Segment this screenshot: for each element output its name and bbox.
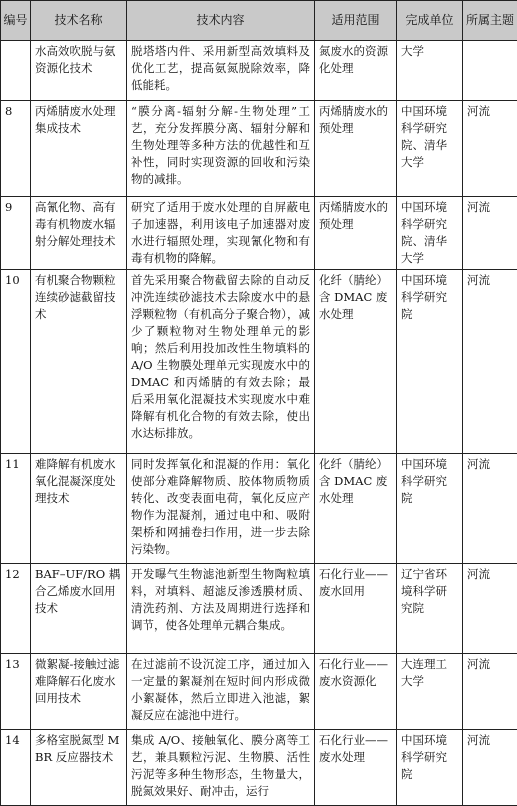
cell-topic: 河流 bbox=[463, 197, 517, 270]
cell-name: 高氰化物、高有毒有机物废水辐射分解处理技术 bbox=[31, 197, 127, 270]
cell-scope: 丙烯腈废水的预处理 bbox=[315, 101, 397, 197]
cell-topic bbox=[463, 41, 517, 101]
cell-unit: 大连理工大学 bbox=[397, 654, 463, 730]
cell-content: 开发曝气生物滤池新型生物陶粒填料，对填料、超滤反渗透膜材质、清洗药剂、方法及周期进行选择和调节，使各处理单元耦合集成。 bbox=[127, 564, 315, 654]
cell-unit: 中国环境科学研究院 bbox=[397, 270, 463, 454]
table-row bbox=[1, 454, 517, 564]
cell-scope: 石化行业——废水处理 bbox=[315, 730, 397, 806]
cell-name: 丙烯腈废水处理集成技术 bbox=[31, 101, 127, 197]
cell-name: 难降解有机废水氧化混凝深度处理技术 bbox=[31, 454, 127, 564]
cell-scope: 化纤（腈纶）含 DMAC 废水处理 bbox=[315, 454, 397, 564]
cell-num: 8 bbox=[1, 101, 31, 197]
cell-num: 14 bbox=[1, 730, 31, 806]
cell-num: 13 bbox=[1, 654, 31, 730]
cell-topic: 河流 bbox=[463, 564, 517, 654]
cell-content: “膜分离-辐射分解-生物处理”工艺，充分发挥膜分离、辐射分解和生物处理等多种方法的优越性和互补性，同时实现资源的回收和污染物的减排。 bbox=[127, 101, 315, 197]
cell-name: 有机聚合物颗粒连续砂滤截留技术 bbox=[31, 270, 127, 454]
cell-unit: 中国环境科学研究院 bbox=[397, 730, 463, 806]
cell-name: 微絮凝-接触过滤难降解石化废水回用技术 bbox=[31, 654, 127, 730]
cell-name: 水高效吹脱与氨资源化技术 bbox=[31, 41, 127, 101]
cell-content: 研究了适用于废水处理的自屏蔽电子加速器，利用该电子加速器对废水进行辐照处理，实现氰化物和有毒有机物的降解。 bbox=[127, 197, 315, 270]
cell-topic: 河流 bbox=[463, 454, 517, 564]
table-row bbox=[1, 654, 517, 730]
cell-scope: 化纤（腈纶）含 DMAC 废水处理 bbox=[315, 270, 397, 454]
header-name: 技术名称 bbox=[31, 1, 127, 41]
cell-num: 9 bbox=[1, 197, 31, 270]
table-row bbox=[1, 564, 517, 654]
cell-unit: 中国环境科学研究院、清华大学 bbox=[397, 197, 463, 270]
header-row bbox=[1, 1, 517, 41]
cell-scope: 石化行业——废水回用 bbox=[315, 564, 397, 654]
cell-unit: 辽宁省环境科学研究院 bbox=[397, 564, 463, 654]
cell-num: 12 bbox=[1, 564, 31, 654]
cell-name: 多格室脱氮型 MBR 反应器技术 bbox=[31, 730, 127, 806]
cell-content: 同时发挥氧化和混凝的作用：氧化使部分难降解物质、胶体物质物质转化、改变表面电荷，氧化反应产物作为混凝剂，通过电中和、吸附架桥和网捕卷扫作用，进一步去除污染物。 bbox=[127, 454, 315, 564]
cell-num: 10 bbox=[1, 270, 31, 454]
cell-scope: 氮废水的资源化处理 bbox=[315, 41, 397, 101]
cell-content: 脱塔塔内件、采用新型高效填料及优化工艺，提高氨氮脱除效率，降低能耗。 bbox=[127, 41, 315, 101]
table-row bbox=[1, 41, 517, 101]
header-num: 编号 bbox=[1, 1, 31, 41]
cell-num: 11 bbox=[1, 454, 31, 564]
header-scope: 适用范围 bbox=[315, 1, 397, 41]
cell-unit: 中国环境科学研究院、清华大学 bbox=[397, 101, 463, 197]
table-row bbox=[1, 101, 517, 197]
header-topic: 所属主题 bbox=[463, 1, 517, 41]
cell-num bbox=[1, 41, 31, 101]
cell-scope: 丙烯腈废水的预处理 bbox=[315, 197, 397, 270]
table-row bbox=[1, 270, 517, 454]
cell-topic: 河流 bbox=[463, 730, 517, 806]
cell-unit: 大学 bbox=[397, 41, 463, 101]
cell-unit: 中国环境科学研究院 bbox=[397, 454, 463, 564]
cell-content: 在过滤前不设沉淀工序，通过加入一定量的絮凝剂在短时间内形成微小絮凝体，然后立即进入池滤，絮凝反应在滤池中进行。 bbox=[127, 654, 315, 730]
cell-content: 集成 A/O、接触氧化、膜分离等工艺，兼具颗粒污泥、生物膜、活性污泥等多种生物形态，生物量大，脱氮效果好、耐冲击，运行 bbox=[127, 730, 315, 806]
table-row bbox=[1, 730, 517, 806]
header-content: 技术内容 bbox=[127, 1, 315, 41]
cell-name: BAF–UF/RO 耦合乙烯废水回用技术 bbox=[31, 564, 127, 654]
cell-content: 首先采用聚合物截留去除的自动反冲洗连续砂滤技术去除废水中的悬浮颗粒物（有机高分子聚合物），减少了颗粒物对生物处理单元的影响；然后利用投加改性生物填料的 A/O 生物膜处理单元实现废水中的 DMAC 和丙烯腈的有效去除；最后采用氧化混凝技术实现废水中难降解有机化合物的有效去除，使出水达标排放。 bbox=[127, 270, 315, 454]
cell-scope: 石化行业——废水资源化 bbox=[315, 654, 397, 730]
table-row bbox=[1, 197, 517, 270]
cell-topic: 河流 bbox=[463, 270, 517, 454]
header-unit: 完成单位 bbox=[397, 1, 463, 41]
cell-topic: 河流 bbox=[463, 101, 517, 197]
cell-topic: 河流 bbox=[463, 654, 517, 730]
